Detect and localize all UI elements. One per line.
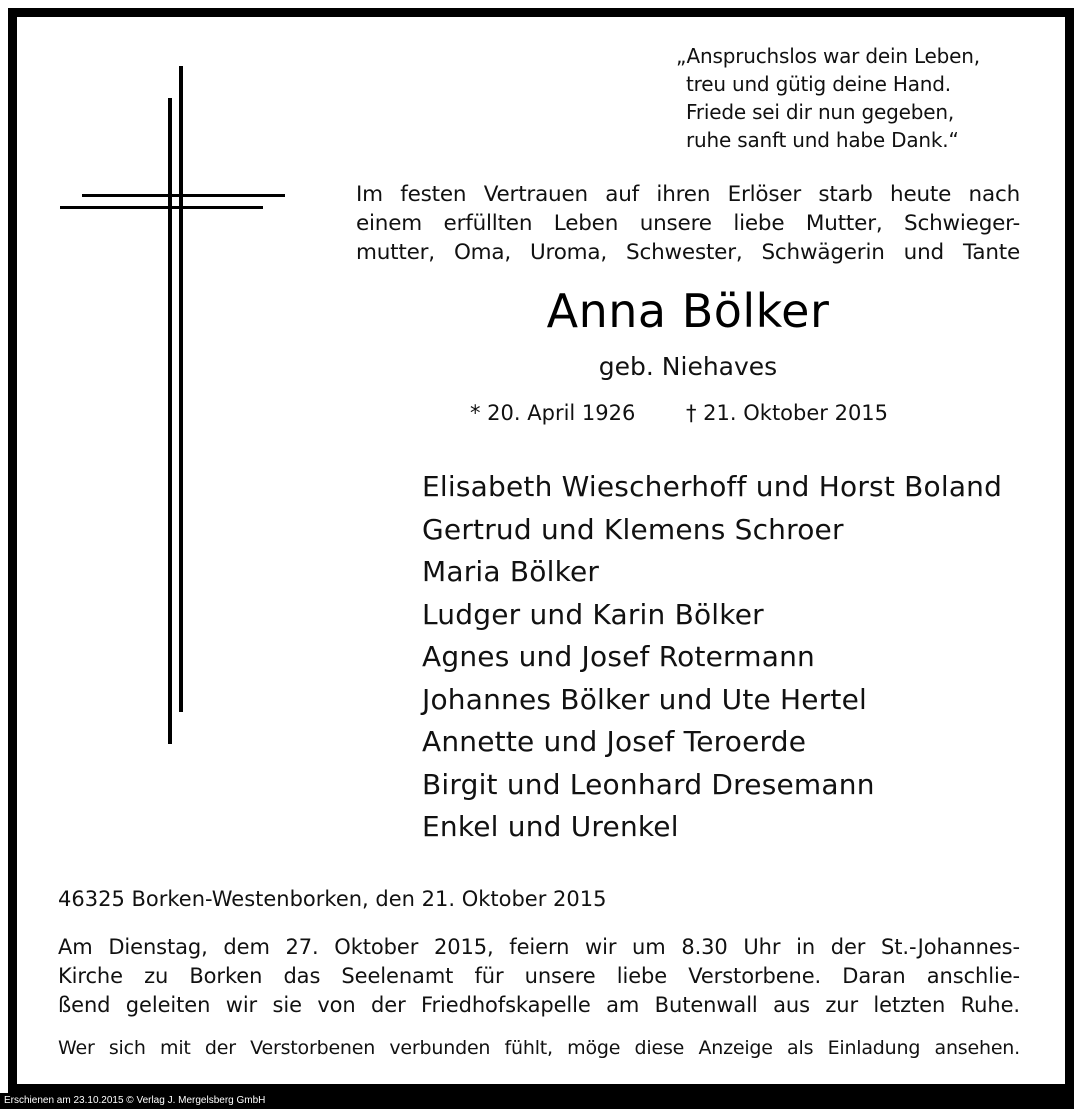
mourner-item: Elisabeth Wiescherhoff und Horst Boland (422, 470, 1003, 503)
mourner-item: Annette und Josef Teroerde (422, 725, 807, 758)
quote-line: „Anspruchslos war dein Leben, (676, 44, 980, 68)
quote-line: treu und gütig deine Hand. (686, 72, 951, 96)
publication-footer: Erschienen am 23.10.2015 © Verlag J. Mergelsberg GmbH (0, 1093, 1074, 1109)
service-line: ßend geleiten wir sie von der Friedhofskapelle am Butenwall aus zur letzten Ruhe. (58, 993, 1020, 1017)
mourner-item: Birgit und Leonhard Dresemann (422, 767, 875, 801)
deceased-name: Anna Bölker (546, 284, 830, 338)
intro-text (356, 180, 1020, 267)
quote-line: Friede sei dir nun gegeben, (686, 100, 954, 124)
service-line: Am Dienstag, dem 27. Oktober 2015, feiern wir um 8.30 Uhr in der St.-Johannes- (58, 935, 1020, 959)
service-text (58, 933, 1020, 1020)
intro-line: einem erfüllten Leben unsere liebe Mutter, Schwieger- (356, 211, 1020, 236)
deceased-born-name: geb. Niehaves (598, 352, 778, 381)
intro-line: Im festen Vertrauen auf ihren Erlöser starb heute nach (356, 182, 1020, 207)
quote-block (676, 42, 980, 154)
mourners-list (422, 466, 1002, 849)
invitation-text: Wer sich mit der Verstorbenen verbunden fühlt, möge diese Anzeige als Einladung ansehen. (58, 1037, 1020, 1059)
mourner-item: Maria Bölker (422, 555, 600, 588)
mourner-item: Gertrud und Klemens Schroer (422, 512, 844, 546)
birth-date: * 20. April 1926 (470, 401, 636, 425)
mourner-item: Agnes und Josef Rotermann (422, 640, 815, 673)
intro-line: mutter, Oma, Uroma, Schwester, Schwägerin und Tante (356, 240, 1020, 265)
place-date: 46325 Borken-Westenborken, den 21. Oktober 2015 (58, 887, 607, 911)
mourner-item: Enkel und Urenkel (422, 810, 679, 843)
death-date: † 21. Oktober 2015 (686, 401, 889, 425)
mourner-item: Ludger und Karin Bölker (422, 597, 764, 631)
mourner-item: Johannes Bölker und Ute Hertel (422, 682, 868, 716)
quote-line: ruhe sanft und habe Dank.“ (686, 128, 959, 152)
service-line: Kirche zu Borken das Seelenamt für unsere liebe Verstorbene. Daran anschlie- (58, 964, 1020, 988)
